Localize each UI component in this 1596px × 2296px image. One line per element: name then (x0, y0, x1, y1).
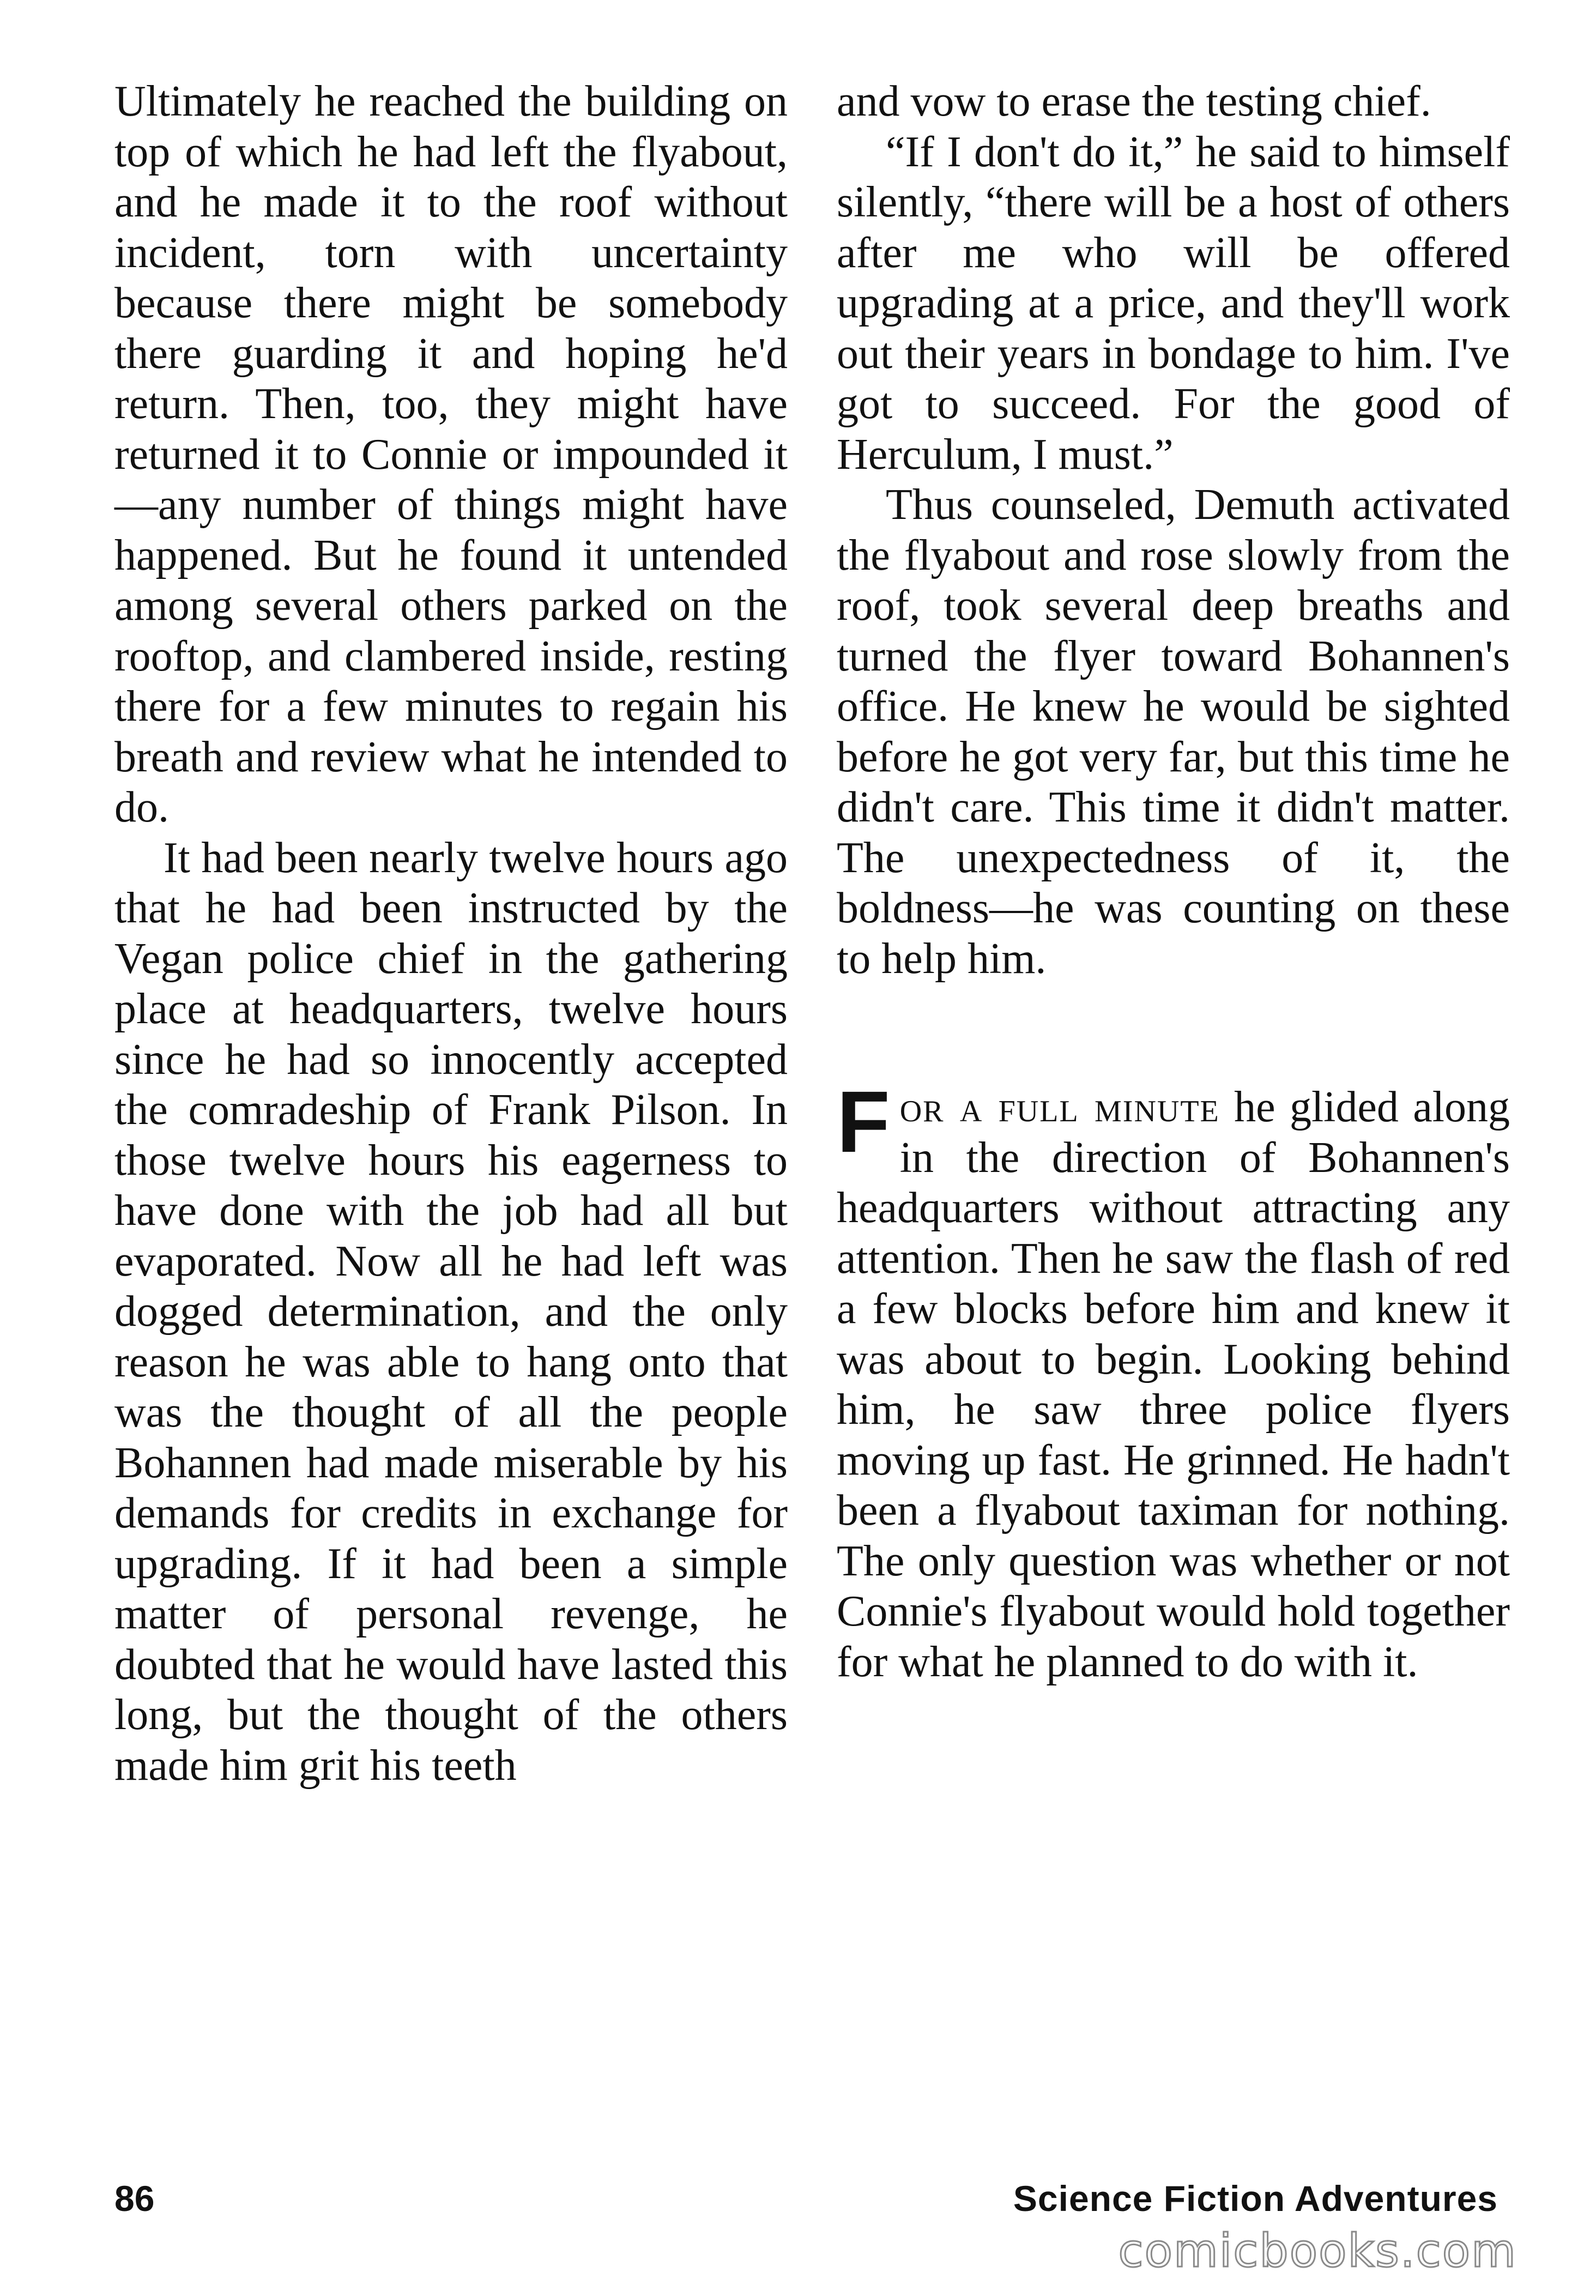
paragraph: “If I don't do it,” he said to himself silently, “there will be a host of others after me who will be offered upgrading at a price, and they'll work out their years in bondage to him. I've got to succeed. For the good of Herculum, I must.” (837, 128, 1510, 479)
paragraph: Thus counseled, Demuth activated the flyabout and rose slowly from the roof, took several deep breaths and turned the flyer toward Bohannen's office. He knew he would be sighted before he got very far, but this time he didn't care. This time it didn't matter. The unexpectedness of it, the boldness—he was counting on these to help him. (837, 481, 1510, 983)
left-text-column (114, 76, 788, 1791)
section-opening-paragraph (837, 1073, 1510, 1687)
right-text-column (837, 76, 1510, 1687)
paragraph: and vow to erase the testing chief. (837, 77, 1431, 125)
watermark: comicbooks.com (1118, 2224, 1517, 2277)
paragraph: Ultimately he reached the building on top of which he had left the flyabout, and he made it to the roof without incident, torn with uncertainty because there might be somebody there guarding it and hoping he'd return. Then, too, they might have returned it to Connie or impounded it —any number of things might have happened. But he found it untended among several others parked on the rooftop, and clambered inside, resting there for a few minutes to regain his breath and review what he intended to do. (114, 77, 788, 831)
magazine-title-footer: Science Fiction Adventures (1013, 2178, 1498, 2219)
small-caps-lead-in: or a full minute (899, 1083, 1220, 1131)
paragraph: It had been nearly twelve hours ago that he had been instructed by the Vegan police chief in the gathering place at headquarters, twelve hours since he had so innocently accepted the comradeship of Frank Pilson. In those twelve hours his eagerness to have done with the job had all but evaporated. Now all he had left was dogged determination, and the only reason he was able to hang onto that was the thought of all the people Bohannen had made miserable by his demands for credits in exchange for upgrading. If it had been a simple matter of personal revenge, he doubted that he would have lasted this long, but the thought of the others made him grit his teeth (114, 833, 788, 1790)
page-number: 86 (114, 2178, 155, 2219)
paragraph-text: he glided along in the direction of Bohannen's headquarters without attracting any attention. Then he saw the flash of red a few blocks before him and knew it was about to begin. Looking behind him, he saw three police flyers moving up fast. He grinned. He hadn't been a flyabout taximan for nothing. The only question was whether or not Connie's flyabout would hold together for what he planned to do with it. (837, 1083, 1510, 1686)
drop-cap-letter: F (837, 1073, 890, 1170)
